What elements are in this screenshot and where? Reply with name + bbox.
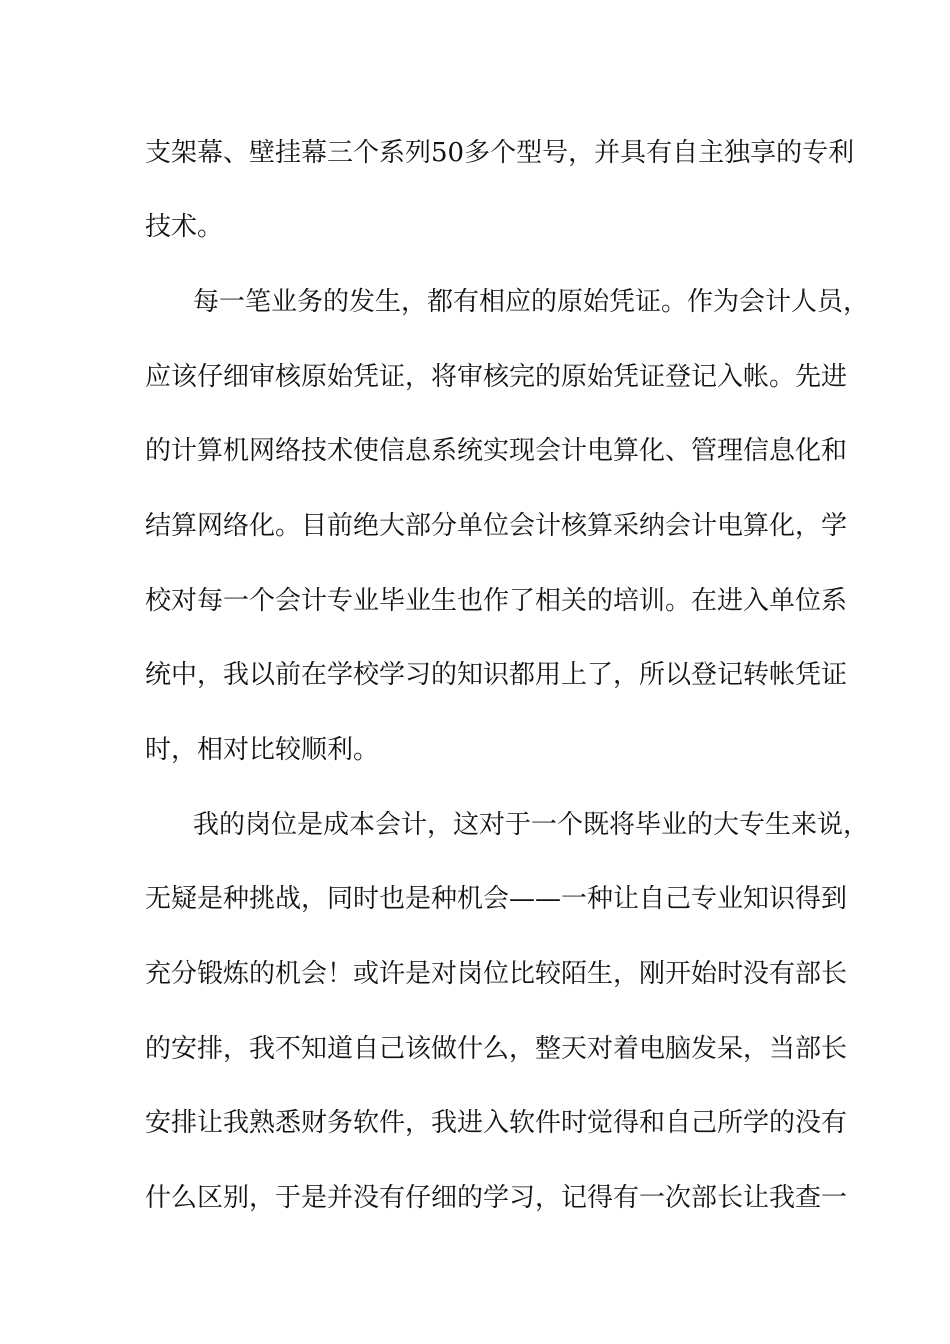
paragraph-start-line: 我的岗位是成本会计，这对于一个既将毕业的大专生来说， — [193, 810, 870, 840]
text-line: 应该仔细审核原始凭证，将审核完的原始凭证登记入帐。先进 — [145, 362, 848, 392]
text-line: 支架幕、壁挂幕三个系列50多个型号，并具有自主独享的专利 — [145, 138, 855, 168]
text-line: 结算网络化。目前绝大部分单位会计核算采纳会计电算化，学 — [145, 511, 848, 541]
text-line: 技术。 — [145, 212, 224, 242]
text-line: 充分锻炼的机会！或许是对岗位比较陌生，刚开始时没有部长 — [145, 959, 848, 989]
text-line: 安排让我熟悉财务软件，我进入软件时觉得和自己所学的没有 — [145, 1108, 848, 1138]
text-line: 的计算机网络技术使信息系统实现会计电算化、管理信息化和 — [145, 436, 848, 466]
text-line: 什么区别，于是并没有仔细的学习，记得有一次部长让我查一 — [145, 1183, 848, 1213]
text-line: 统中，我以前在学校学习的知识都用上了，所以登记转帐凭证 — [145, 660, 848, 690]
text-line: 的安排，我不知道自己该做什么，整天对着电脑发呆，当部长 — [145, 1034, 848, 1064]
text-line: 时，相对比较顺利。 — [145, 735, 380, 765]
text-line: 无疑是种挑战，同时也是种机会——一种让自己专业知识得到 — [145, 884, 848, 914]
text-line: 校对每一个会计专业毕业生也作了相关的培训。在进入单位系 — [145, 586, 848, 616]
paragraph-start-line: 每一笔业务的发生，都有相应的原始凭证。作为会计人员， — [193, 287, 870, 317]
